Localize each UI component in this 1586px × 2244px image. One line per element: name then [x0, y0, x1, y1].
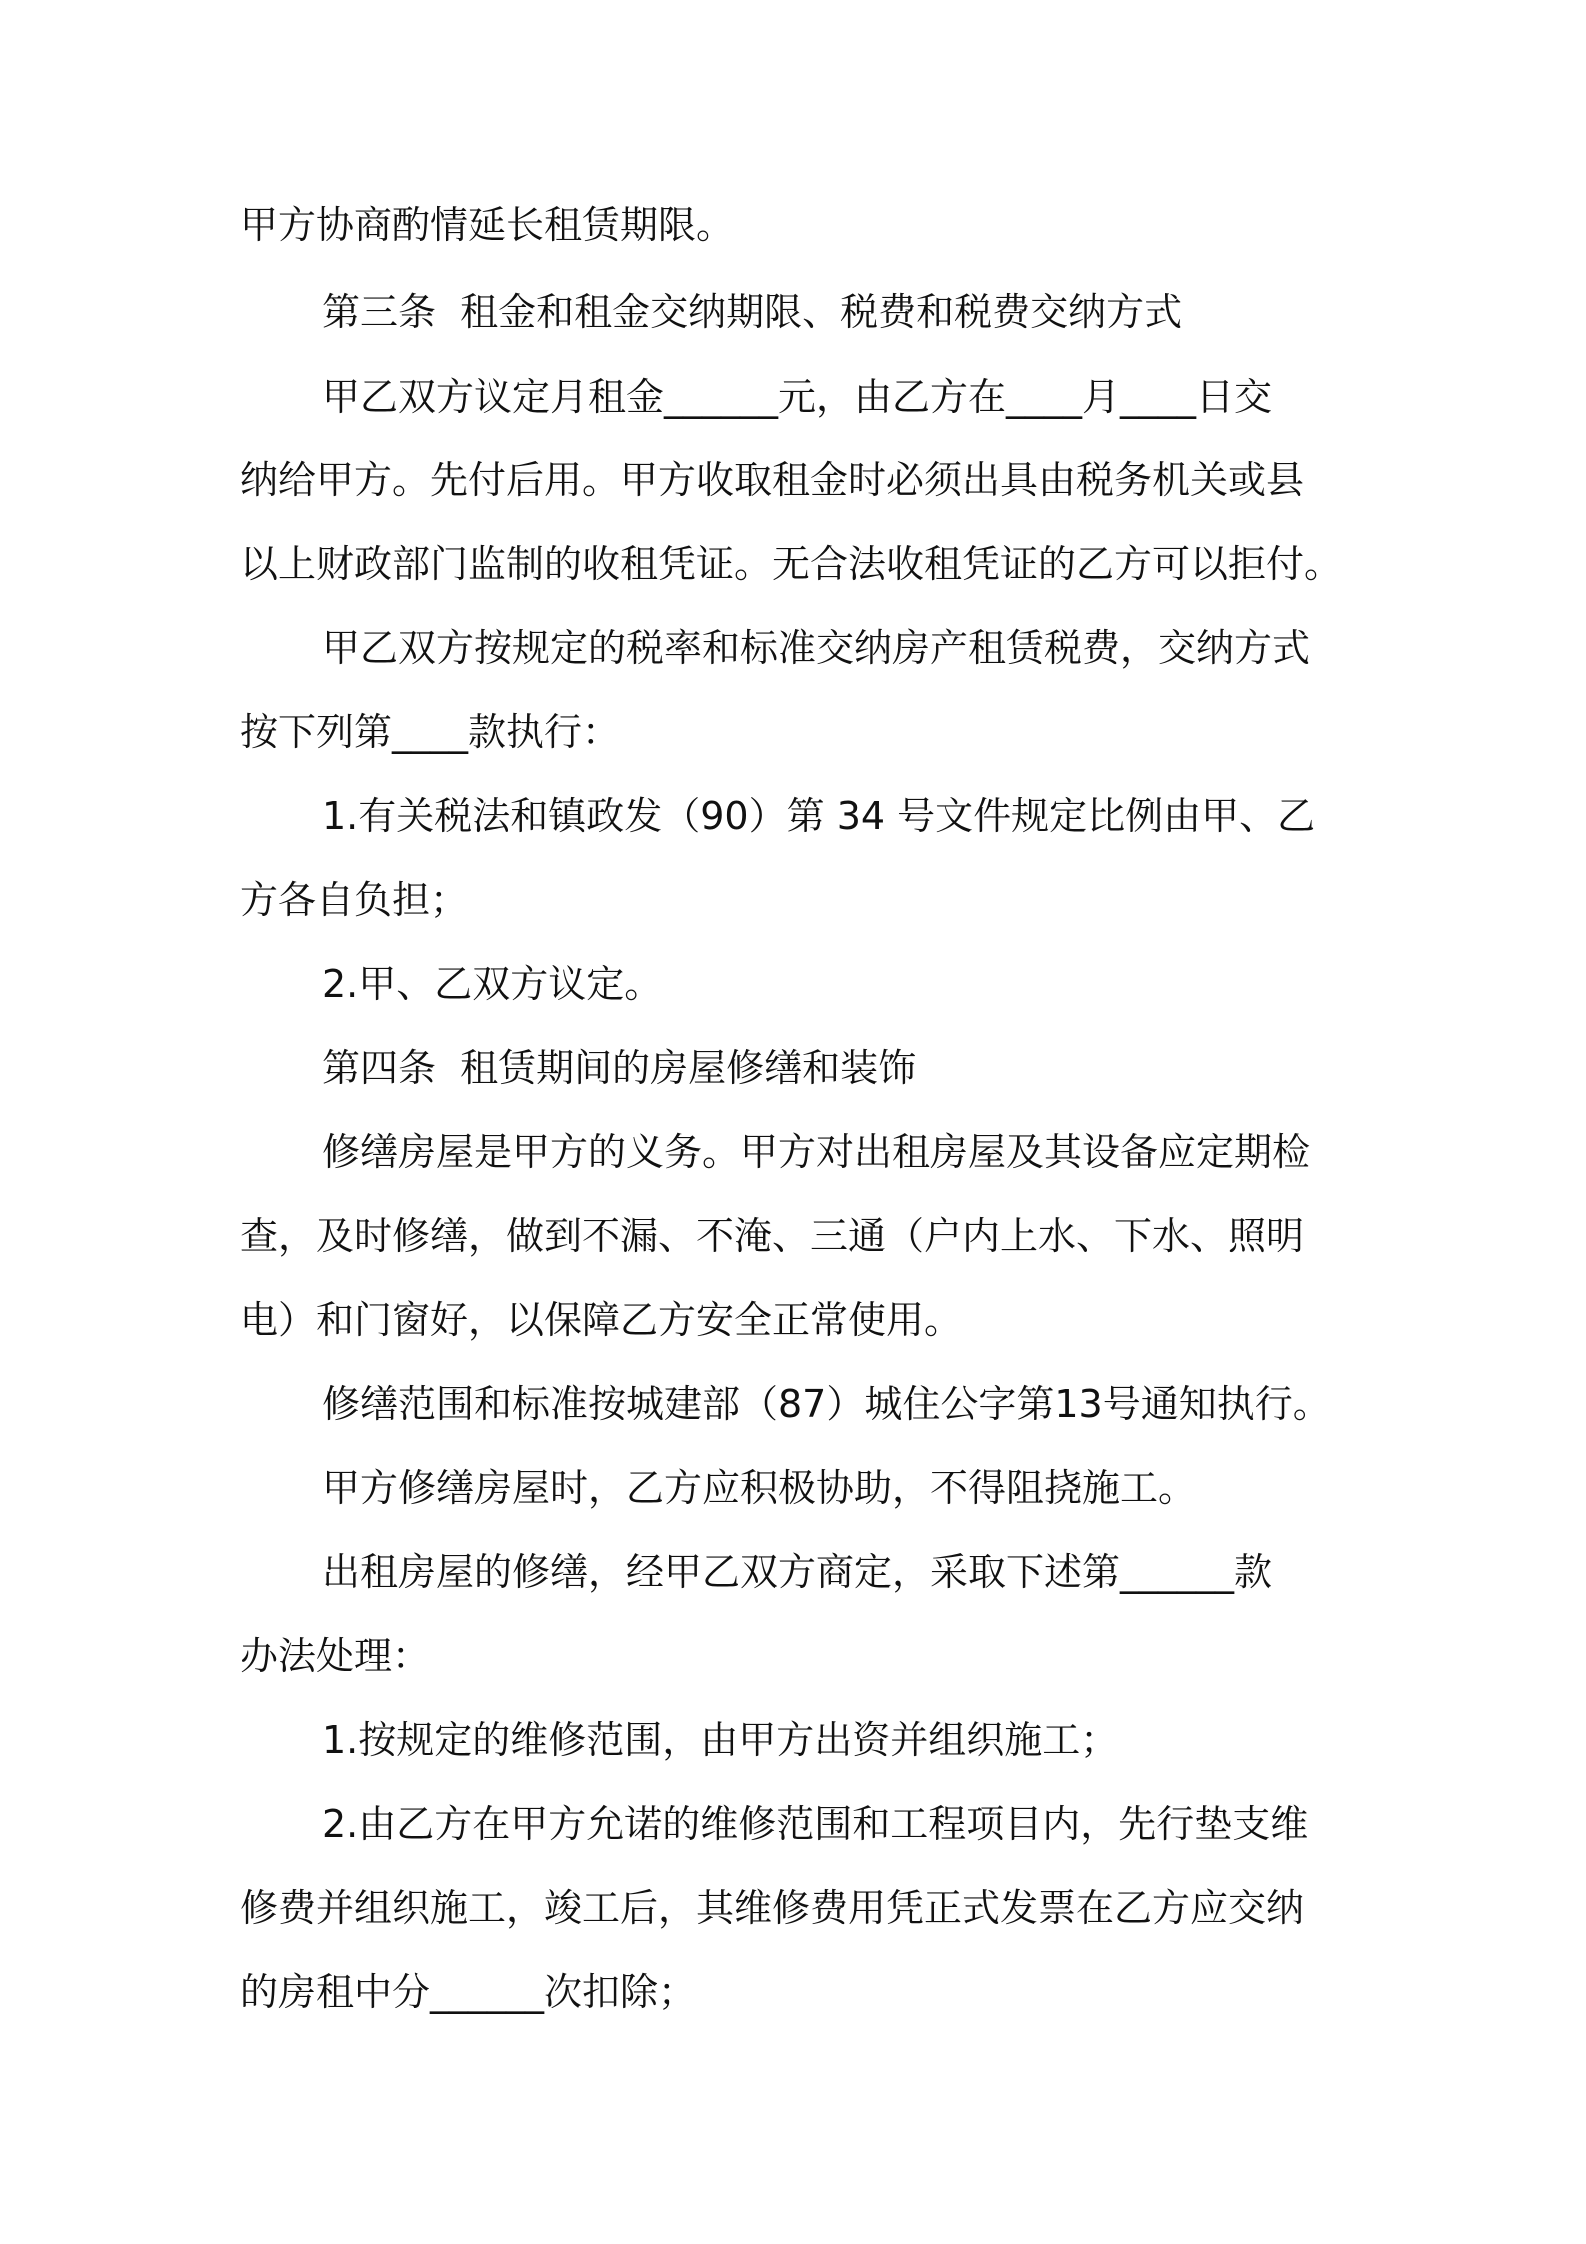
text-line: 甲乙双方按规定的税率和标准交纳房产租赁税费，交纳方式 — [322, 626, 1311, 670]
text-line: 方各自负担； — [240, 878, 469, 922]
text-line: 出租房屋的修缮，经甲乙双方商定，采取下述第______款 — [322, 1550, 1273, 1594]
text-line: 修缮房屋是甲方的义务。甲方对出租房屋及其设备应定期检 — [322, 1130, 1311, 1174]
list-item: 1.有关税法和镇政发（90）第 34 号文件规定比例由甲、乙 — [322, 794, 1316, 838]
list-item: 2.由乙方在甲方允诺的维修范围和工程项目内，先行垫支维 — [322, 1802, 1309, 1846]
text-line: 以上财政部门监制的收租凭证。无合法收租凭证的乙方可以拒付。 — [240, 542, 1343, 586]
text-line: 修费并组织施工，竣工后，其维修费用凭正式发票在乙方应交纳 — [240, 1886, 1305, 1930]
text-line: 办法处理： — [240, 1634, 431, 1678]
text-line: 修缮范围和标准按城建部（87）城住公字第13号通知执行。 — [322, 1382, 1331, 1426]
text-line: 查，及时修缮，做到不漏、不淹、三通（户内上水、下水、照明 — [240, 1214, 1305, 1258]
text-line: 电）和门窗好，以保障乙方安全正常使用。 — [240, 1298, 963, 1342]
text-line: 甲乙双方议定月租金______元，由乙方在____月____日交 — [322, 375, 1273, 419]
text-line: 的房租中分______次扣除； — [240, 1970, 697, 2014]
list-item: 1.按规定的维修范围，由甲方出资并组织施工； — [322, 1718, 1119, 1762]
text-line: 纳给甲方。先付后用。甲方收取租金时必须出具由税务机关或县 — [240, 458, 1305, 502]
text-line: 按下列第____款执行： — [240, 710, 621, 754]
text-line: 甲方协商酌情延长租赁期限。 — [240, 203, 735, 247]
article-heading: 第三条 租金和租金交纳期限、税费和税费交纳方式 — [322, 290, 1183, 334]
list-item: 2.甲、乙双方议定。 — [322, 962, 663, 1006]
text-line: 甲方修缮房屋时，乙方应积极协助，不得阻挠施工。 — [322, 1466, 1197, 1510]
article-heading: 第四条 租赁期间的房屋修缮和装饰 — [322, 1046, 917, 1090]
